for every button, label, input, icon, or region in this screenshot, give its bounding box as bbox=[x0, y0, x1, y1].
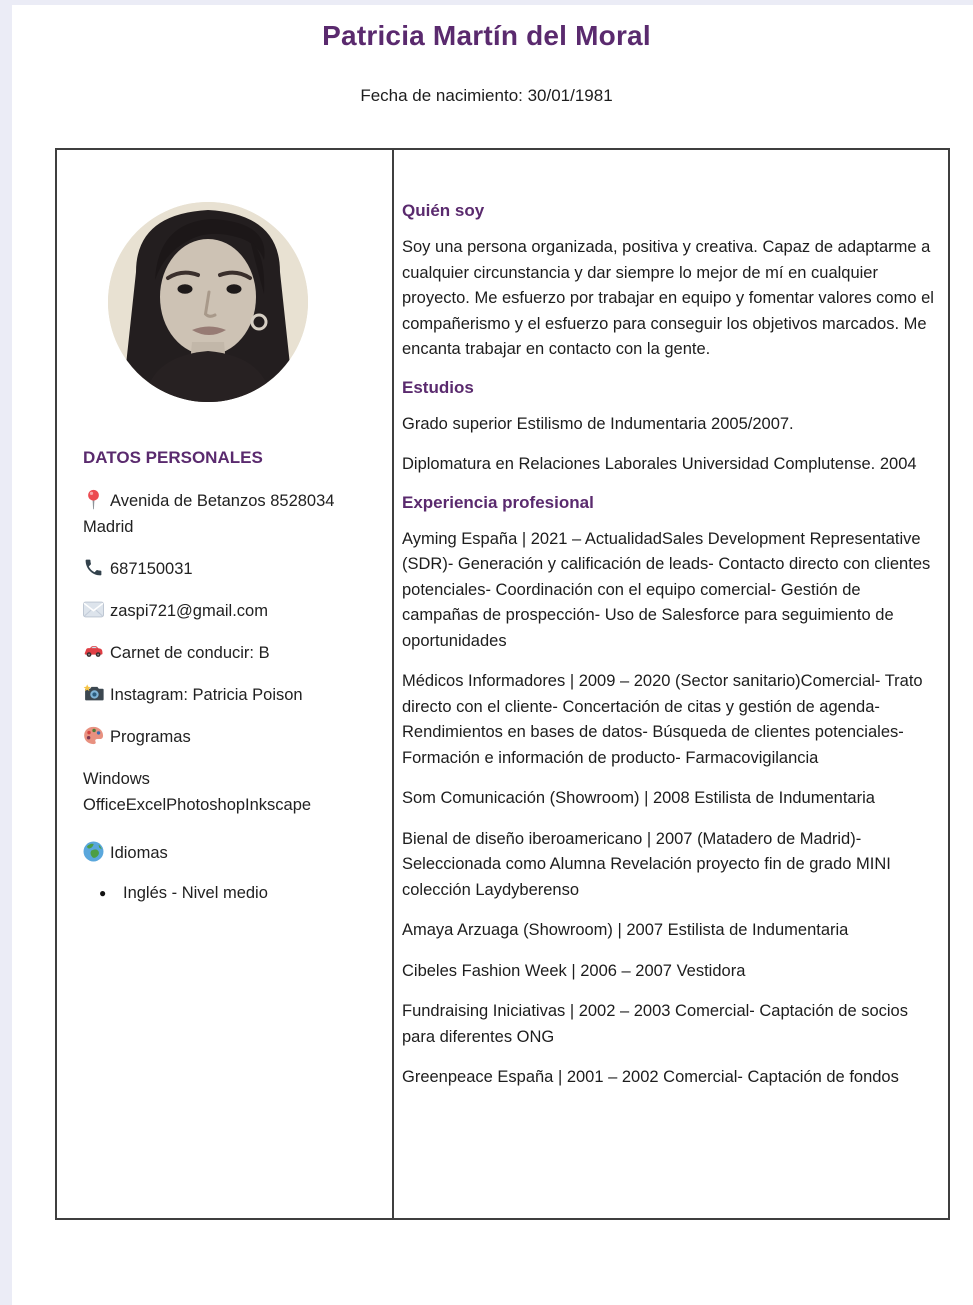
cv-two-column-table bbox=[55, 148, 950, 1220]
experience-entry: Amaya Arzuaga (Showroom) | 2007 Estilista de Indumentaria bbox=[402, 921, 849, 939]
phone-icon bbox=[83, 557, 104, 578]
email-item bbox=[83, 598, 368, 624]
instagram-item bbox=[83, 682, 368, 708]
address-item bbox=[83, 488, 368, 540]
camera-icon bbox=[83, 683, 104, 704]
palette-icon bbox=[83, 725, 104, 746]
phone-item bbox=[83, 556, 368, 582]
languages-list bbox=[83, 880, 368, 906]
experience-heading: Experiencia profesional bbox=[402, 492, 594, 512]
experience-entry: Greenpeace España | 2001 – 2002 Comercial- Captación de fondos bbox=[402, 1068, 899, 1086]
pushpin-icon bbox=[83, 489, 104, 510]
languages-row bbox=[83, 840, 368, 866]
profile-photo bbox=[108, 202, 308, 402]
programs-list-text: Windows OfficeExcelPhotoshopInkscape bbox=[83, 770, 312, 814]
experience-entry: Cibeles Fashion Week | 2006 – 2007 Vestidora bbox=[402, 961, 746, 980]
programs-label: Programas bbox=[110, 728, 191, 746]
education-item: Diplomatura en Relaciones Laborales Universidad Complutense. 2004 bbox=[402, 455, 917, 473]
language-item: ● Inglés - Nivel medio bbox=[83, 880, 368, 906]
languages-label: Idiomas bbox=[110, 844, 168, 862]
personal-data-column bbox=[57, 150, 394, 1218]
email-text: zaspi721@gmail.com bbox=[110, 602, 268, 620]
page-edge-strip-left bbox=[0, 0, 12, 1305]
experience-entry: Som Comunicación (Showroom) | 2008 Estilista de Indumentaria bbox=[402, 789, 875, 807]
address-text: Avenida de Betanzos 8528034 Madrid bbox=[83, 492, 335, 536]
contact-list bbox=[83, 488, 368, 750]
education-heading: Estudios bbox=[402, 377, 474, 397]
envelope-icon bbox=[83, 599, 104, 620]
instagram-text: Instagram: Patricia Poison bbox=[110, 686, 303, 704]
portrait-illustration bbox=[108, 202, 308, 402]
driving-license-text: Carnet de conducir: B bbox=[110, 644, 270, 662]
experience-entry: Fundraising Iniciativas | 2002 – 2003 Comercial- Captación de socios para diferentes ONG bbox=[402, 1002, 908, 1046]
personal-data-heading: DATOS PERSONALES bbox=[83, 448, 263, 467]
experience-entry: Médicos Informadores | 2009 – 2020 (Sector sanitario)Comercial- Trato directo con el cliente- Concertación de citas y gestión de agenda- Rendimientos en bases de datos- Búsqueda de clientes potenciales- Formación e información de producto- Farmacovigilancia bbox=[402, 672, 923, 767]
car-icon bbox=[83, 641, 104, 662]
page-title: Patricia Martín del Moral bbox=[322, 20, 651, 51]
globe-icon bbox=[83, 841, 104, 862]
birthdate-subtitle: Fecha de nacimiento: 30/01/1981 bbox=[360, 86, 613, 105]
cv-content-column bbox=[394, 150, 948, 1218]
education-item: Grado superior Estilismo de Indumentaria 2005/2007. bbox=[402, 414, 794, 433]
programs-item bbox=[83, 724, 368, 750]
experience-entry: Bienal de diseño iberoamericano | 2007 (Matadero de Madrid)- Seleccionada como Alumna Revelación proyecto fin de grado MINI colección Laydyberenso bbox=[402, 829, 891, 899]
driving-license-item bbox=[83, 640, 368, 666]
phone-text: 687150031 bbox=[110, 560, 193, 578]
experience-entry: Ayming España | 2021 – ActualidadSales Development Representative (SDR)- Generación y calificación de leads- Contacto directo con clientes potenciales- Coordinación con el equipo comercial- Gestión de campañas de prospección- Uso de Salesforce para seguimiento de oportunidades bbox=[402, 529, 931, 650]
page-edge-strip-top bbox=[0, 0, 973, 5]
about-text: Soy una persona organizada, positiva y creativa. Capaz de adaptarme a cualquier circunstancia y dar siempre lo mejor de mí en cualquier proyecto. Me esfuerzo por trabajar en equipo y fomentar valores como el compañerismo y el esfuerzo para conseguir los objetivos marcados. Me encanta trabajar en contacto con la gente. bbox=[402, 238, 934, 358]
about-heading: Quién soy bbox=[402, 201, 485, 220]
